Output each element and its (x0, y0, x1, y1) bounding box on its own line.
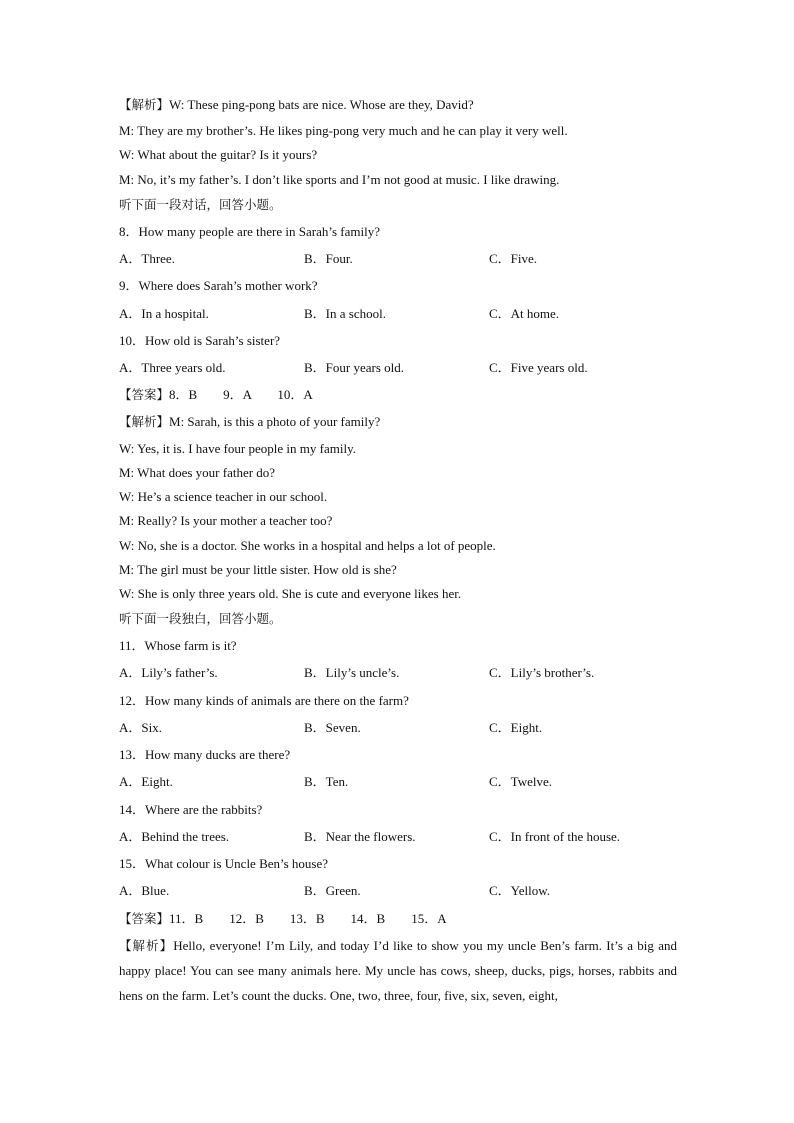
option-a: A．Blue. (119, 883, 170, 898)
option-a: A．Six. (119, 720, 162, 735)
analysis-line (119, 97, 474, 113)
answer-tag: 【答案】 (119, 911, 170, 926)
dialogue-line: M: Really? Is your mother a teacher too? (119, 513, 333, 528)
option-a: A．Three. (119, 251, 175, 266)
monologue-paragraph (119, 933, 677, 1008)
dialogue-line: W: He’s a science teacher in our school. (119, 489, 328, 504)
option-c: C．Twelve. (489, 774, 552, 789)
dialogue-line: W: What about the guitar? Is it yours? (119, 147, 318, 162)
analysis-tag: 【解析】 (119, 97, 170, 112)
option-b: B．Four. (304, 251, 353, 266)
option-b: B．Seven. (304, 720, 361, 735)
answer-line (119, 387, 313, 403)
option-c: C．Five years old. (489, 360, 588, 375)
question-11: 11．Whose farm is it? (119, 638, 237, 653)
dialogue-line: M: What does your father do? (119, 465, 276, 480)
option-a: A．Behind the trees. (119, 829, 230, 844)
question-10: 10．How old is Sarah’s sister? (119, 333, 281, 348)
option-b: B．Lily’s uncle’s. (304, 665, 400, 680)
option-a: A．Eight. (119, 774, 173, 789)
question-14: 14．Where are the rabbits? (119, 802, 263, 817)
analysis-line (119, 414, 380, 430)
dialogue-line: M: They are my brother’s. He likes ping-pong very much and he can play it very well. (119, 123, 568, 138)
dialogue-text: W: These ping-pong bats are nice. Whose are they, David? (169, 97, 474, 112)
answer-line (119, 911, 447, 927)
question-13: 13．How many ducks are there? (119, 747, 291, 762)
monologue-text: Hello, everyone! I’m Lily, and today I’d like to show you my uncle Ben’s farm. It’s a big and happy place! You can see many animals here. My uncle has cows, sheep, ducks, pigs, horses, rabbits and hens on the farm. Let’s count the ducks. One, two, three, four, five, six, seven, eight, (119, 938, 677, 1003)
answer-values: 11．B 12．B 13．B 14．B 15．A (169, 911, 447, 926)
option-b: B．Near the flowers. (304, 829, 416, 844)
option-c: C．In front of the house. (489, 829, 621, 844)
question-12: 12．How many kinds of animals are there on the farm? (119, 693, 409, 708)
answer-values: 8．B 9．A 10．A (169, 387, 313, 402)
question-15: 15．What colour is Uncle Ben’s house? (119, 856, 329, 871)
option-a: A．Three years old. (119, 360, 226, 375)
option-b: B．Green. (304, 883, 361, 898)
option-a: A．Lily’s father’s. (119, 665, 218, 680)
section-instruction: 听下面一段独白，回答小题。 (119, 611, 282, 626)
dialogue-line: M: The girl must be your little sister. How old is she? (119, 562, 397, 577)
option-b: B．In a school. (304, 306, 386, 321)
dialogue-line: W: She is only three years old. She is cute and everyone likes her. (119, 586, 462, 601)
option-b: B．Four years old. (304, 360, 405, 375)
option-c: C．Eight. (489, 720, 543, 735)
analysis-tag: 【解析】 (119, 938, 174, 953)
option-c: C．Yellow. (489, 883, 551, 898)
analysis-tag: 【解析】 (119, 414, 170, 429)
option-b: B．Ten. (304, 774, 349, 789)
dialogue-line: M: No, it’s my father’s. I don’t like sports and I’m not good at music. I like drawing. (119, 172, 560, 187)
answer-tag: 【答案】 (119, 387, 170, 402)
section-instruction: 听下面一段对话，回答小题。 (119, 197, 282, 212)
option-c: C．Five. (489, 251, 538, 266)
dialogue-line: W: No, she is a doctor. She works in a hospital and helps a lot of people. (119, 538, 496, 553)
question-9: 9．Where does Sarah’s mother work? (119, 278, 318, 293)
option-c: C．At home. (489, 306, 560, 321)
dialogue-text: M: Sarah, is this a photo of your family? (169, 414, 381, 429)
option-a: A．In a hospital. (119, 306, 209, 321)
question-8: 8．How many people are there in Sarah’s family? (119, 224, 380, 239)
option-c: C．Lily’s brother’s. (489, 665, 595, 680)
dialogue-line: W: Yes, it is. I have four people in my family. (119, 441, 356, 456)
